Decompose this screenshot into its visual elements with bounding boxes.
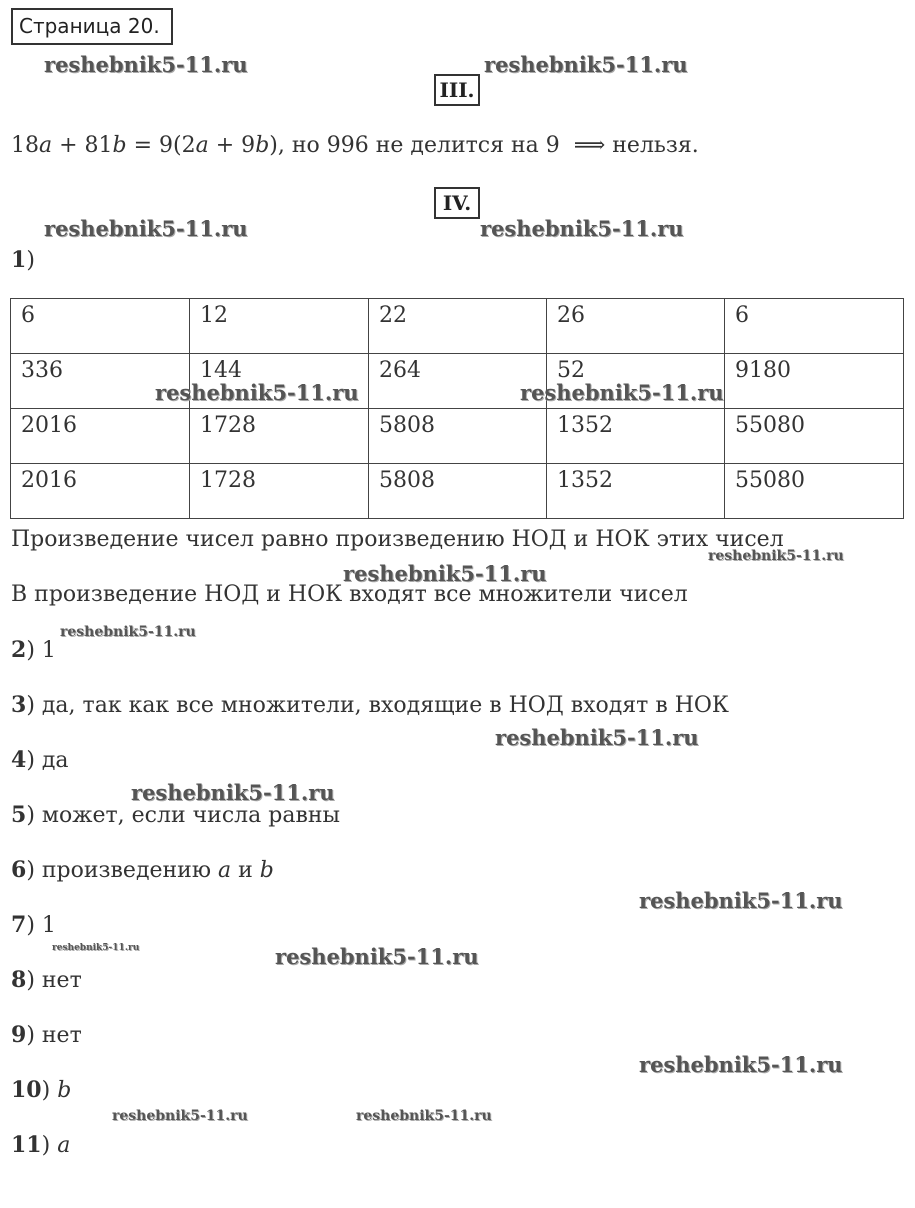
table-cell: 1352	[547, 464, 725, 519]
answer-3: 3) да, так как все множители, входящие в НОД входят в НОК	[11, 692, 729, 718]
watermark: reshebnik5-11.ru	[343, 561, 547, 586]
watermark: reshebnik5-11.ru	[131, 780, 335, 805]
table-cell: 144	[190, 354, 369, 409]
page-label: Страница 20.	[11, 8, 173, 45]
table-row	[11, 409, 904, 464]
item-1-label: 1)	[11, 247, 35, 273]
table-cell: 9180	[725, 354, 904, 409]
watermark: reshebnik5-11.ru	[480, 216, 684, 241]
table-cell: 336	[11, 354, 190, 409]
table-row	[11, 299, 904, 354]
table-cell: 264	[369, 354, 547, 409]
watermark: reshebnik5-11.ru	[639, 1052, 843, 1077]
answer-8: 8) нет	[11, 967, 82, 993]
watermark: reshebnik5-11.ru	[44, 216, 248, 241]
table-cell: 6	[725, 299, 904, 354]
table-cell: 26	[547, 299, 725, 354]
watermark: reshebnik5-11.ru	[356, 1108, 492, 1124]
table-cell: 6	[11, 299, 190, 354]
watermark: reshebnik5-11.ru	[275, 944, 479, 969]
table-cell: 2016	[11, 409, 190, 464]
table-cell: 52	[547, 354, 725, 409]
table-cell: 1352	[547, 409, 725, 464]
statement-product: Произведение чисел равно произведению НОД и НОК этих чисел	[11, 527, 784, 552]
table-cell: 1728	[190, 464, 369, 519]
answer-9: 9) нет	[11, 1022, 82, 1048]
table-cell: 55080	[725, 464, 904, 519]
table-cell: 55080	[725, 409, 904, 464]
watermark: reshebnik5-11.ru	[520, 380, 724, 405]
answer-2: 2) 1	[11, 637, 56, 663]
watermark: reshebnik5-11.ru	[639, 888, 843, 913]
statement-factors: В произведение НОД и НОК входят все множители чисел	[11, 582, 688, 607]
section-heading-iv: IV.	[434, 187, 480, 219]
watermark: reshebnik5-11.ru	[495, 725, 699, 750]
watermark: reshebnik5-11.ru	[112, 1108, 248, 1124]
watermark: reshebnik5-11.ru	[155, 380, 359, 405]
table-cell: 12	[190, 299, 369, 354]
answer-5: 5) может, если числа равны	[11, 802, 341, 828]
table-cell: 5808	[369, 464, 547, 519]
table-row	[11, 354, 904, 409]
table-cell: 2016	[11, 464, 190, 519]
section-heading-iii: III.	[434, 74, 480, 106]
table-cell: 1728	[190, 409, 369, 464]
watermark: reshebnik5-11.ru	[708, 548, 844, 564]
watermark: reshebnik5-11.ru	[60, 624, 196, 640]
answer-6: 6) произведению a и b	[11, 857, 274, 883]
table-row	[11, 464, 904, 519]
gcd-lcm-table	[10, 298, 904, 519]
section-iii-statement: 18a + 81b = 9(2a + 9b), но 996 не делится на 9 ⟹ нельзя.	[11, 133, 699, 158]
answer-10: 10) b	[11, 1077, 72, 1103]
answer-4: 4) да	[11, 747, 69, 773]
watermark: reshebnik5-11.ru	[44, 52, 248, 77]
answer-7: 7) 1	[11, 912, 56, 938]
watermark: reshebnik5-11.ru	[484, 52, 688, 77]
table-cell: 5808	[369, 409, 547, 464]
table-cell: 22	[369, 299, 547, 354]
answer-11: 11) a	[11, 1132, 71, 1158]
watermark: reshebnik5-11.ru	[52, 943, 140, 953]
